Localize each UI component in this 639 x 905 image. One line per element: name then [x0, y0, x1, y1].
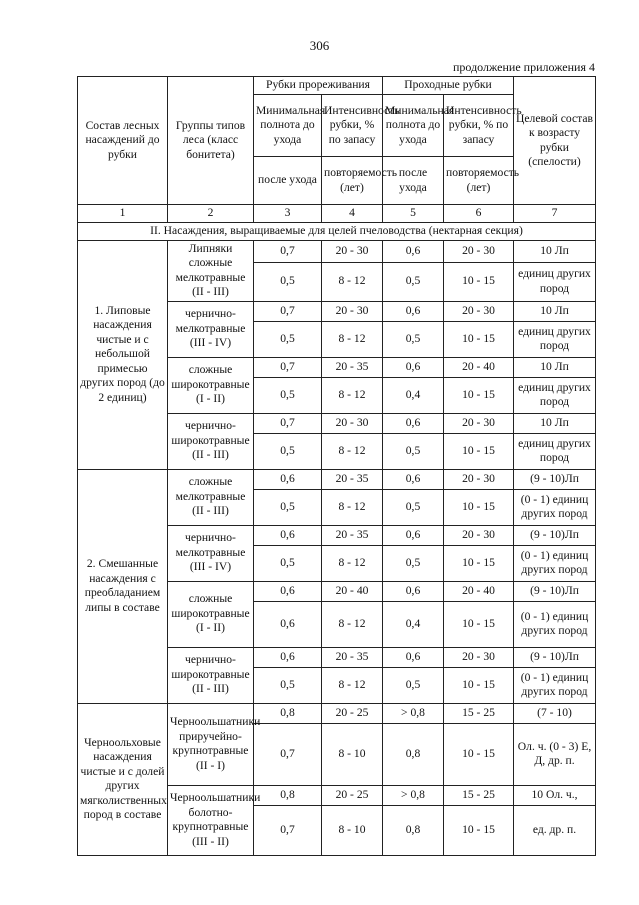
- value-cell: 10 - 15: [444, 262, 514, 301]
- value-cell: 10 Ол. ч.,: [514, 785, 596, 805]
- forest-type-cell: Черноольшатники болотно-крупнотравные (III - II): [168, 785, 254, 855]
- column-number: 7: [514, 205, 596, 223]
- value-cell: (0 - 1) единиц других пород: [514, 667, 596, 703]
- header-after-care-b: после ухода: [383, 157, 444, 205]
- column-number: 1: [78, 205, 168, 223]
- value-cell: 8 - 12: [322, 545, 383, 581]
- value-cell: 10 Лп: [514, 301, 596, 321]
- value-cell: 8 - 10: [322, 723, 383, 785]
- value-cell: 20 - 25: [322, 785, 383, 805]
- value-cell: 0,6: [254, 525, 322, 545]
- value-cell: 20 - 35: [322, 647, 383, 667]
- value-cell: 15 - 25: [444, 703, 514, 723]
- header-thinning: Рубки прореживания: [254, 77, 383, 95]
- value-cell: единиц других пород: [514, 262, 596, 301]
- value-cell: 8 - 12: [322, 321, 383, 357]
- value-cell: (9 - 10)Лп: [514, 581, 596, 601]
- value-cell: 20 - 30: [322, 301, 383, 321]
- value-cell: 0,4: [383, 377, 444, 413]
- value-cell: 20 - 40: [322, 581, 383, 601]
- value-cell: 20 - 30: [444, 240, 514, 262]
- value-cell: 0,5: [383, 262, 444, 301]
- value-cell: 0,6: [383, 525, 444, 545]
- value-cell: 20 - 30: [322, 240, 383, 262]
- value-cell: 8 - 12: [322, 489, 383, 525]
- value-cell: 8 - 12: [322, 433, 383, 469]
- value-cell: единиц других пород: [514, 377, 596, 413]
- header-after-care: после ухода: [254, 157, 322, 205]
- value-cell: 0,6: [254, 601, 322, 647]
- column-number: 3: [254, 205, 322, 223]
- value-cell: (0 - 1) единиц других пород: [514, 601, 596, 647]
- value-cell: 0,6: [383, 240, 444, 262]
- table-row: [78, 469, 596, 489]
- header-intensity-b: Интенсивность рубки, % по запасу: [444, 95, 514, 157]
- column-number: 6: [444, 205, 514, 223]
- value-cell: 20 - 30: [322, 413, 383, 433]
- value-cell: > 0,8: [383, 703, 444, 723]
- value-cell: 8 - 12: [322, 377, 383, 413]
- page-number: 306: [309, 38, 330, 53]
- column-number-row: [78, 205, 596, 223]
- value-cell: 0,5: [254, 262, 322, 301]
- value-cell: 10 Лп: [514, 357, 596, 377]
- value-cell: 0,8: [254, 785, 322, 805]
- value-cell: 0,6: [254, 469, 322, 489]
- stand-composition-cell: 2. Смешанные насаждения с преобладанием липы в составе: [78, 469, 168, 703]
- column-number: 4: [322, 205, 383, 223]
- value-cell: 10 - 15: [444, 723, 514, 785]
- header-target-composition: Целевой состав к возрасту рубки (спелости): [514, 77, 596, 205]
- value-cell: 8 - 12: [322, 601, 383, 647]
- value-cell: 0,6: [254, 647, 322, 667]
- value-cell: 0,5: [254, 377, 322, 413]
- value-cell: 0,6: [383, 413, 444, 433]
- value-cell: 20 - 30: [444, 647, 514, 667]
- header-min-density-b: Минимальная полнота до ухода: [383, 95, 444, 157]
- value-cell: (0 - 1) единиц других пород: [514, 545, 596, 581]
- forest-type-cell: чернично-мелкотравные (III - IV): [168, 301, 254, 357]
- value-cell: 20 - 25: [322, 703, 383, 723]
- column-number: 5: [383, 205, 444, 223]
- value-cell: 20 - 40: [444, 357, 514, 377]
- value-cell: 10 Лп: [514, 240, 596, 262]
- value-cell: (9 - 10)Лп: [514, 647, 596, 667]
- value-cell: ед. др. п.: [514, 805, 596, 855]
- value-cell: (7 - 10): [514, 703, 596, 723]
- table-row: [78, 703, 596, 723]
- forest-type-cell: Черноольшатники приручейно-крупнотравные (II - I): [168, 703, 254, 785]
- value-cell: 0,7: [254, 240, 322, 262]
- forest-type-cell: сложные широкотравные (I - II): [168, 581, 254, 647]
- value-cell: 0,6: [383, 581, 444, 601]
- forest-type-cell: Липняки сложные мелкотравные (II - III): [168, 240, 254, 301]
- value-cell: 0,6: [383, 647, 444, 667]
- value-cell: 0,8: [383, 723, 444, 785]
- forest-type-cell: сложные широкотравные (I - II): [168, 357, 254, 413]
- value-cell: 20 - 30: [444, 469, 514, 489]
- header-passage-cutting: Проходные рубки: [383, 77, 514, 95]
- value-cell: единиц других пород: [514, 433, 596, 469]
- value-cell: единиц других пород: [514, 321, 596, 357]
- value-cell: 0,5: [254, 667, 322, 703]
- value-cell: 0,5: [254, 321, 322, 357]
- header-min-density: Минимальная полнота до ухода: [254, 95, 322, 157]
- value-cell: 10 - 15: [444, 321, 514, 357]
- continuation-note: продолжение приложения 4: [453, 60, 595, 74]
- value-cell: > 0,8: [383, 785, 444, 805]
- value-cell: Ол. ч. (0 - 3) Е, Д, др. п.: [514, 723, 596, 785]
- header-repeat: повторяемость (лет): [322, 157, 383, 205]
- value-cell: 20 - 40: [444, 581, 514, 601]
- value-cell: 10 - 15: [444, 433, 514, 469]
- header-repeat-b: повторяемость (лет): [444, 157, 514, 205]
- value-cell: 8 - 12: [322, 667, 383, 703]
- value-cell: (9 - 10)Лп: [514, 525, 596, 545]
- value-cell: 8 - 10: [322, 805, 383, 855]
- value-cell: 10 - 15: [444, 805, 514, 855]
- value-cell: 0,7: [254, 413, 322, 433]
- value-cell: 0,7: [254, 723, 322, 785]
- section-title: II. Насаждения, выращиваемые для целей пчеловодства (нектарная секция): [78, 222, 596, 240]
- value-cell: 0,7: [254, 805, 322, 855]
- value-cell: 10 - 15: [444, 545, 514, 581]
- value-cell: 0,6: [383, 301, 444, 321]
- value-cell: 20 - 30: [444, 525, 514, 545]
- value-cell: 0,5: [383, 667, 444, 703]
- value-cell: 0,6: [383, 357, 444, 377]
- value-cell: 0,5: [383, 545, 444, 581]
- value-cell: 15 - 25: [444, 785, 514, 805]
- value-cell: 0,6: [383, 469, 444, 489]
- stand-composition-cell: 1. Липовые насаждения чистые и с небольшой примесью других пород (до 2 единиц): [78, 240, 168, 469]
- value-cell: 10 - 15: [444, 377, 514, 413]
- value-cell: 0,6: [254, 581, 322, 601]
- value-cell: 0,8: [383, 805, 444, 855]
- forest-type-cell: сложные мелкотравные (II - III): [168, 469, 254, 525]
- value-cell: (9 - 10)Лп: [514, 469, 596, 489]
- forestry-table: [77, 76, 596, 856]
- value-cell: 0,5: [254, 545, 322, 581]
- table-body: [78, 240, 596, 855]
- value-cell: 20 - 30: [444, 413, 514, 433]
- value-cell: 0,5: [383, 433, 444, 469]
- value-cell: 20 - 35: [322, 469, 383, 489]
- value-cell: 20 - 30: [444, 301, 514, 321]
- value-cell: 10 - 15: [444, 601, 514, 647]
- value-cell: (0 - 1) единиц других пород: [514, 489, 596, 525]
- value-cell: 10 Лп: [514, 413, 596, 433]
- value-cell: 0,7: [254, 357, 322, 377]
- value-cell: 0,5: [254, 489, 322, 525]
- value-cell: 0,4: [383, 601, 444, 647]
- header-stand-composition: Состав лесных насаждений до рубки: [78, 77, 168, 205]
- stand-composition-cell: Черноольховые насаждения чистые и с долей других мягколиственных пород в составе: [78, 703, 168, 855]
- table-row: [78, 240, 596, 262]
- forest-type-cell: чернично-широкотравные (II - III): [168, 647, 254, 703]
- value-cell: 20 - 35: [322, 525, 383, 545]
- value-cell: 0,7: [254, 301, 322, 321]
- forest-type-cell: чернично-широкотравные (II - III): [168, 413, 254, 469]
- forest-type-cell: чернично-мелкотравные (III - IV): [168, 525, 254, 581]
- header-forest-type-group: Группы типов леса (класс бонитета): [168, 77, 254, 205]
- value-cell: 0,5: [254, 433, 322, 469]
- header-intensity: Интенсивность рубки, % по запасу: [322, 95, 383, 157]
- table-header: [78, 77, 596, 241]
- value-cell: 0,5: [383, 489, 444, 525]
- value-cell: 20 - 35: [322, 357, 383, 377]
- column-number: 2: [168, 205, 254, 223]
- value-cell: 0,8: [254, 703, 322, 723]
- value-cell: 0,5: [383, 321, 444, 357]
- value-cell: 10 - 15: [444, 667, 514, 703]
- value-cell: 8 - 12: [322, 262, 383, 301]
- value-cell: 10 - 15: [444, 489, 514, 525]
